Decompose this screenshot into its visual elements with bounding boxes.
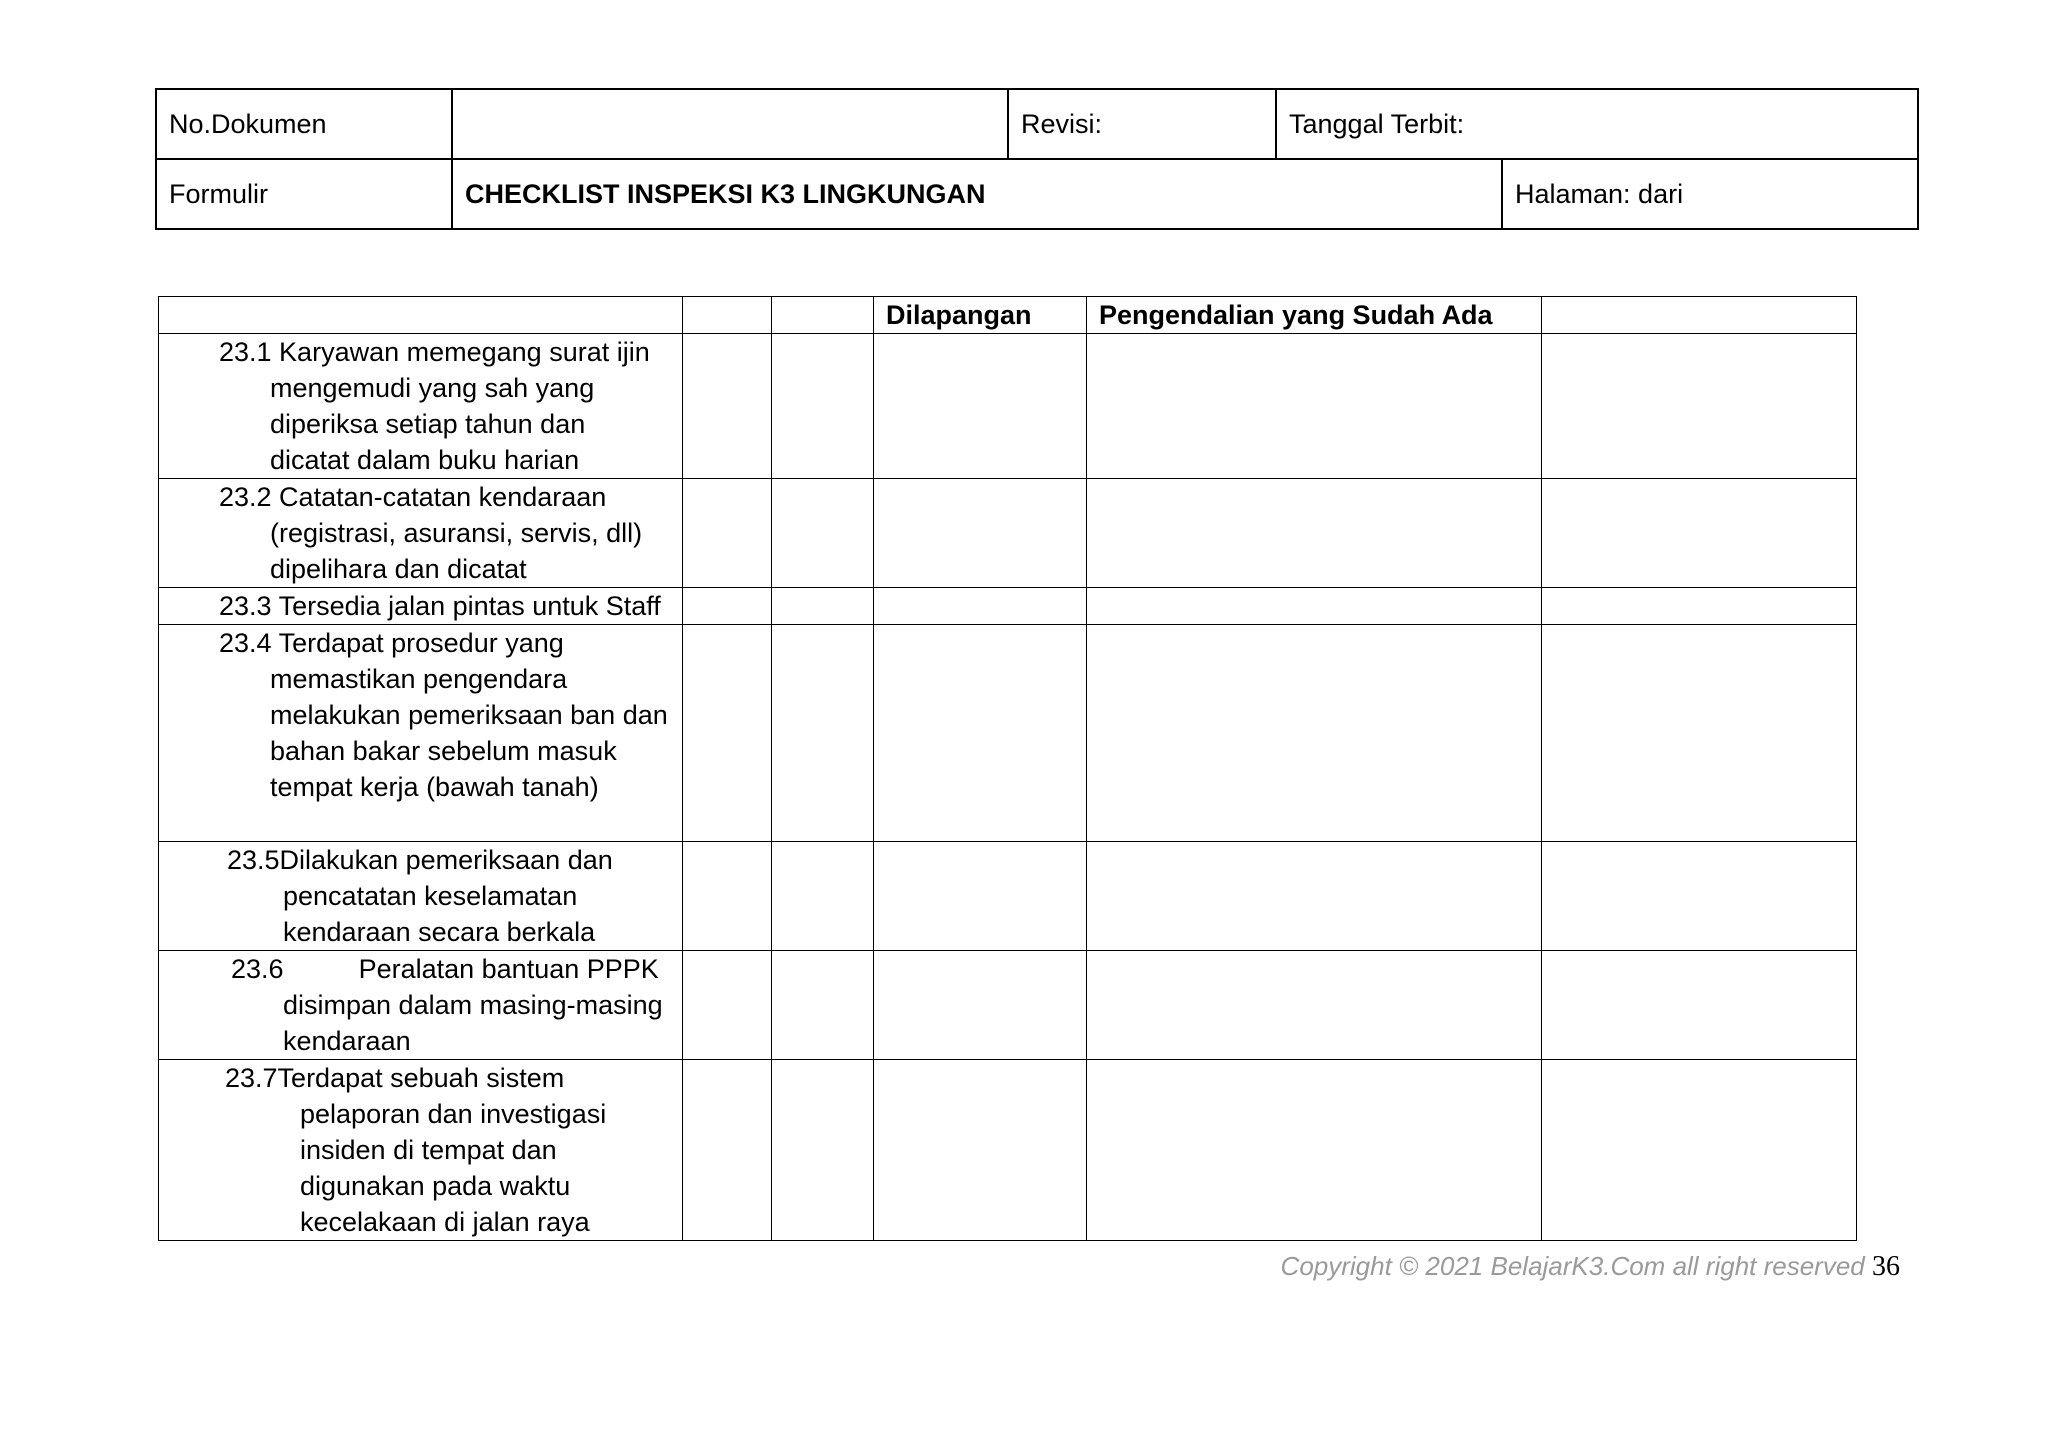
table-header-row <box>159 297 1857 334</box>
empty-cell[interactable] <box>772 479 874 588</box>
empty-cell[interactable] <box>1087 588 1542 625</box>
halaman-label: Halaman: dari <box>1502 159 1918 229</box>
empty-cell[interactable] <box>683 479 772 588</box>
empty-cell[interactable] <box>1087 479 1542 588</box>
empty-cell[interactable] <box>1087 1060 1542 1241</box>
header-row-1 <box>156 89 1918 159</box>
empty-cell[interactable] <box>772 842 874 951</box>
table-row <box>159 625 1857 842</box>
item-line: melakukan pemeriksaan ban dan <box>270 700 668 730</box>
empty-cell[interactable] <box>772 1060 874 1241</box>
item-line: pelaporan dan investigasi <box>300 1099 607 1129</box>
page-number: 36 <box>1872 1251 1900 1282</box>
empty-cell[interactable] <box>1087 842 1542 951</box>
table-row <box>159 951 1857 1060</box>
column-header <box>772 297 874 334</box>
table-row <box>159 1060 1857 1241</box>
empty-cell[interactable] <box>1087 334 1542 479</box>
item-line: 23.6 Peralatan bantuan PPPK <box>231 954 659 984</box>
empty-cell[interactable] <box>683 334 772 479</box>
table-row <box>159 842 1857 951</box>
item-line: dipelihara dan dicatat <box>270 554 527 584</box>
empty-cell[interactable] <box>683 951 772 1060</box>
empty-cell[interactable] <box>1087 951 1542 1060</box>
item-line: 23.7Terdapat sebuah sistem <box>225 1063 565 1093</box>
revisi-label: Revisi: <box>1008 89 1276 159</box>
empty-cell[interactable] <box>772 951 874 1060</box>
empty-cell[interactable] <box>683 625 772 842</box>
checklist-item-23-7 <box>159 1060 683 1241</box>
empty-cell[interactable] <box>683 588 772 625</box>
header-row-2 <box>156 159 1918 229</box>
empty-cell[interactable] <box>772 588 874 625</box>
table-row <box>159 479 1857 588</box>
empty-cell[interactable] <box>772 334 874 479</box>
empty-cell[interactable] <box>683 842 772 951</box>
empty-cell[interactable] <box>1542 625 1857 842</box>
empty-cell[interactable] <box>683 1060 772 1241</box>
empty-cell[interactable] <box>874 334 1087 479</box>
item-line: 23.2 Catatan-catatan kendaraan <box>219 482 607 512</box>
empty-cell[interactable] <box>1542 588 1857 625</box>
column-header-dilapangan: Dilapangan <box>874 297 1087 334</box>
empty-cell[interactable] <box>874 625 1087 842</box>
item-line: 23.5Dilakukan pemeriksaan dan <box>227 845 613 875</box>
item-line: digunakan pada waktu <box>300 1171 571 1201</box>
document-header-table <box>155 88 1919 230</box>
item-line: bahan bakar sebelum masuk <box>270 736 617 766</box>
item-line: 23.3 Tersedia jalan pintas untuk Staff <box>219 591 661 621</box>
empty-cell[interactable] <box>874 479 1087 588</box>
page-footer <box>1281 1251 1900 1283</box>
formulir-label: Formulir <box>156 159 452 229</box>
no-dokumen-label: No.Dokumen <box>156 89 452 159</box>
empty-cell[interactable] <box>772 625 874 842</box>
item-line: dicatat dalam buku harian <box>270 445 580 475</box>
empty-cell[interactable] <box>1542 951 1857 1060</box>
empty-cell[interactable] <box>874 842 1087 951</box>
column-header <box>1542 297 1857 334</box>
table-row <box>159 588 1857 625</box>
item-line: mengemudi yang sah yang <box>270 373 595 403</box>
item-line: (registrasi, asuransi, servis, dll) <box>270 518 643 548</box>
item-line: disimpan dalam masing-masing <box>283 990 663 1020</box>
item-line: kecelakaan di jalan raya <box>300 1207 590 1237</box>
empty-cell[interactable] <box>1542 1060 1857 1241</box>
empty-cell[interactable] <box>1087 625 1542 842</box>
empty-cell[interactable] <box>874 1060 1087 1241</box>
column-header-pengendalian: Pengendalian yang Sudah Ada <box>1087 297 1542 334</box>
checklist-table <box>158 296 1857 1241</box>
item-line: insiden di tempat dan <box>300 1135 557 1165</box>
item-line: memastikan pengendara <box>270 664 568 694</box>
column-header <box>159 297 683 334</box>
empty-cell[interactable] <box>1542 334 1857 479</box>
item-line: diperiksa setiap tahun dan <box>270 409 586 439</box>
tanggal-terbit-label: Tanggal Terbit: <box>1276 89 1918 159</box>
empty-cell[interactable] <box>1542 479 1857 588</box>
item-line: kendaraan <box>283 1026 411 1056</box>
column-header <box>683 297 772 334</box>
checklist-item-23-5 <box>159 842 683 951</box>
item-line: tempat kerja (bawah tanah) <box>270 772 599 802</box>
checklist-item-23-2 <box>159 479 683 588</box>
empty-cell[interactable] <box>874 588 1087 625</box>
item-line: pencatatan keselamatan <box>283 881 578 911</box>
empty-cell[interactable] <box>1542 842 1857 951</box>
item-line: kendaraan secara berkala <box>283 917 596 947</box>
form-title: CHECKLIST INSPEKSI K3 LINGKUNGAN <box>452 159 1502 229</box>
checklist-item-23-6 <box>159 951 683 1060</box>
checklist-item-23-1 <box>159 334 683 479</box>
no-dokumen-value <box>452 89 1008 159</box>
empty-cell[interactable] <box>874 951 1087 1060</box>
item-line: 23.1 Karyawan memegang surat ijin <box>219 337 650 367</box>
checklist-item-23-4 <box>159 625 683 842</box>
copyright-text: Copyright © 2021 BelajarK3.Com all right reserved <box>1280 1251 1865 1281</box>
checklist-item-23-3 <box>159 588 683 625</box>
item-line: 23.4 Terdapat prosedur yang <box>219 628 564 658</box>
table-row <box>159 334 1857 479</box>
